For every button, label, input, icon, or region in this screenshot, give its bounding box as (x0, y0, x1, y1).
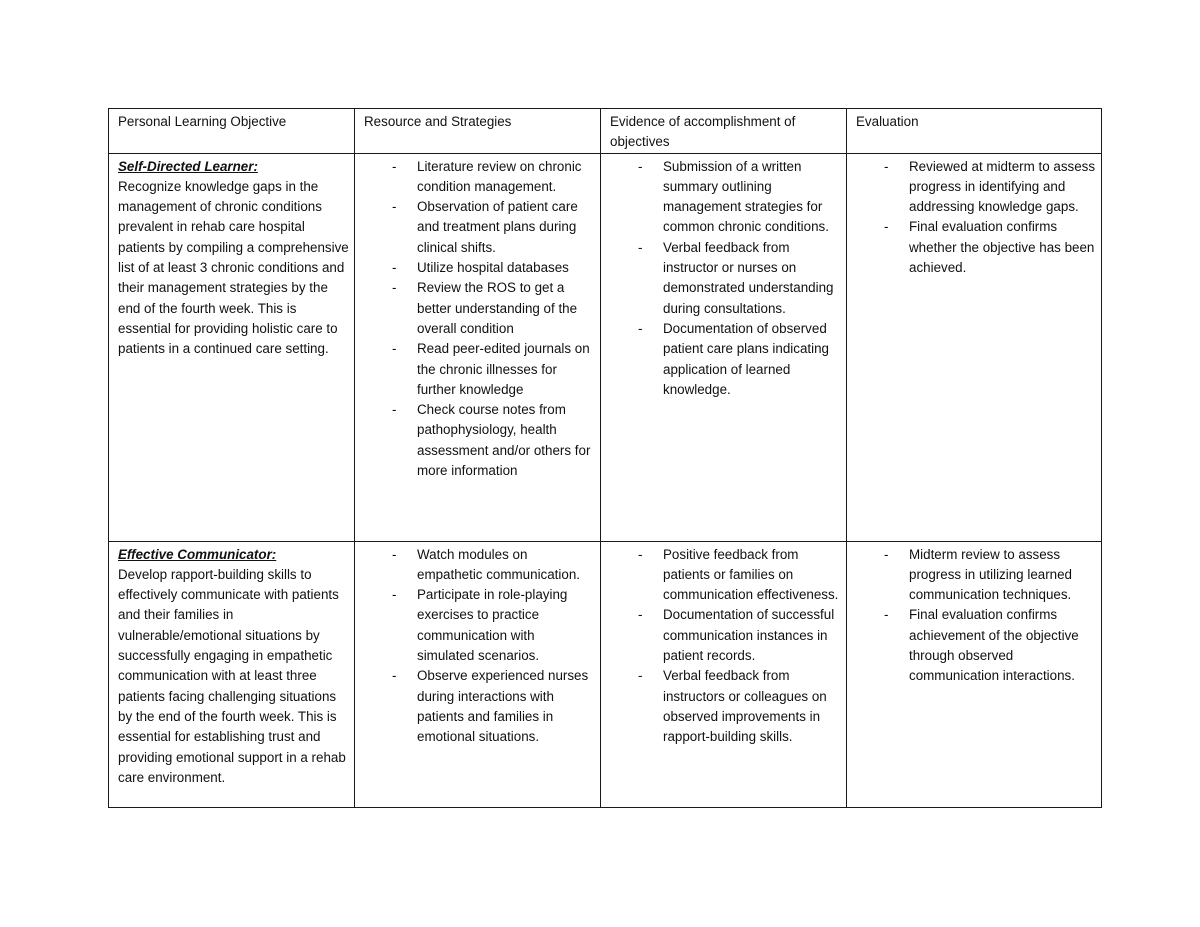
list-item-text: Documentation of observed patient care plans indicating application of learned knowledge. (663, 320, 830, 397)
evidence-list (610, 157, 841, 401)
header-resources: Resource and Strategies (355, 109, 601, 154)
list-item (856, 217, 1096, 278)
list-item-text: Literature review on chronic condition management. (417, 158, 582, 194)
list-item-text: Documentation of successful communication instances in patient records. (663, 607, 835, 664)
resources-list (364, 157, 595, 482)
dash-bullet: - (638, 320, 643, 336)
list-item-text: Positive feedback from patients or families on communication effectiveness. (663, 546, 839, 603)
list-item-text: Read peer-edited journals on the chronic illnesses for further knowledge (417, 341, 590, 397)
list-item-text: Midterm review to assess progress in utilizing learned communication techniques. (909, 546, 1073, 603)
evidence-cell (601, 153, 847, 541)
list-item-text: Check course notes from pathophysiology, health assessment and/or others for more information (417, 402, 591, 479)
list-item-text: Final evaluation confirms achievement of the objective through observed communication interactions. (909, 607, 1079, 684)
dash-bullet: - (638, 607, 643, 623)
objective-title: Effective Communicator: (118, 546, 277, 562)
table-row (109, 153, 1102, 541)
list-item-text: Submission of a written summary outlining management strategies for common chronic conditions. (663, 158, 829, 235)
dash-bullet: - (884, 219, 889, 235)
list-item (364, 666, 595, 747)
header-objective: Personal Learning Objective (109, 109, 355, 154)
list-item (610, 157, 841, 238)
evaluation-list (856, 157, 1096, 279)
dash-bullet: - (392, 260, 397, 276)
resources-cell (355, 541, 601, 807)
resources-list (364, 545, 595, 748)
dash-bullet: - (638, 668, 643, 684)
list-item-text: Final evaluation confirms whether the objective has been achieved. (909, 219, 1095, 276)
dash-bullet: - (392, 546, 397, 562)
list-item-text: Review the ROS to get a better understanding of the overall condition (417, 280, 578, 336)
objective-text: Develop rapport-building skills to effectively communicate with patients and their families in vulnerable/emotional situations by successfully engaging in empathetic communication with at least three patients facing challenging situations by the end of the fourth week. This is essential for establishing trust and providing emotional support in a rehab care environment. (118, 566, 346, 785)
evaluation-cell (847, 541, 1102, 807)
dash-bullet: - (638, 239, 643, 255)
list-item-text: Utilize hospital databases (417, 260, 569, 276)
list-item-text: Verbal feedback from instructor or nurses on demonstrated understanding during consultations. (663, 239, 834, 316)
dash-bullet: - (884, 607, 889, 623)
evidence-cell (601, 541, 847, 807)
resources-cell (355, 153, 601, 541)
dash-bullet: - (884, 546, 889, 562)
list-item (856, 157, 1096, 218)
list-item (856, 545, 1096, 606)
dash-bullet: - (638, 158, 643, 174)
list-item (610, 319, 841, 400)
dash-bullet: - (392, 158, 397, 174)
list-item (610, 238, 841, 319)
table-header-row (109, 109, 1102, 154)
header-evidence: Evidence of accomplishment of objectives (601, 109, 847, 154)
list-item (610, 545, 841, 606)
objective-cell (109, 153, 355, 541)
evaluation-list (856, 545, 1096, 687)
header-evaluation: Evaluation (847, 109, 1102, 154)
list-item (364, 545, 595, 586)
list-item (364, 585, 595, 666)
list-item (364, 258, 595, 278)
list-item (364, 339, 595, 400)
dash-bullet: - (392, 587, 397, 603)
objective-text: Recognize knowledge gaps in the management of chronic conditions prevalent in rehab care hospital patients by compiling a comprehensive list of at least 3 chronic conditions and their management strategies by the end of the fourth week. This is essential for providing holistic care to patients in a continued care setting. (118, 178, 349, 357)
list-item-text: Verbal feedback from instructors or colleagues on observed improvements in rapport-building skills. (663, 668, 827, 745)
list-item (364, 400, 595, 481)
dash-bullet: - (392, 280, 397, 296)
dash-bullet: - (392, 668, 397, 684)
list-item-text: Participate in role-playing exercises to practice communication with simulated scenarios. (417, 587, 568, 664)
list-item (364, 278, 595, 339)
list-item (610, 666, 841, 747)
objective-title: Self-Directed Learner: (118, 158, 258, 174)
list-item-text: Observation of patient care and treatment plans during clinical shifts. (417, 199, 578, 255)
list-item (856, 605, 1096, 686)
table-row (109, 541, 1102, 807)
dash-bullet: - (884, 158, 889, 174)
dash-bullet: - (638, 546, 643, 562)
list-item (364, 197, 595, 258)
list-item-text: Watch modules on empathetic communication. (417, 546, 580, 582)
list-item-text: Observe experienced nurses during interactions with patients and families in emotional situations. (417, 668, 589, 745)
list-item (610, 605, 841, 666)
evidence-list (610, 545, 841, 748)
dash-bullet: - (392, 402, 397, 418)
list-item (364, 157, 595, 198)
learning-plan-table (108, 108, 1102, 808)
dash-bullet: - (392, 341, 397, 357)
dash-bullet: - (392, 199, 397, 215)
objective-cell (109, 541, 355, 807)
list-item-text: Reviewed at midterm to assess progress in identifying and addressing knowledge gaps. (909, 158, 1096, 215)
evaluation-cell (847, 153, 1102, 541)
